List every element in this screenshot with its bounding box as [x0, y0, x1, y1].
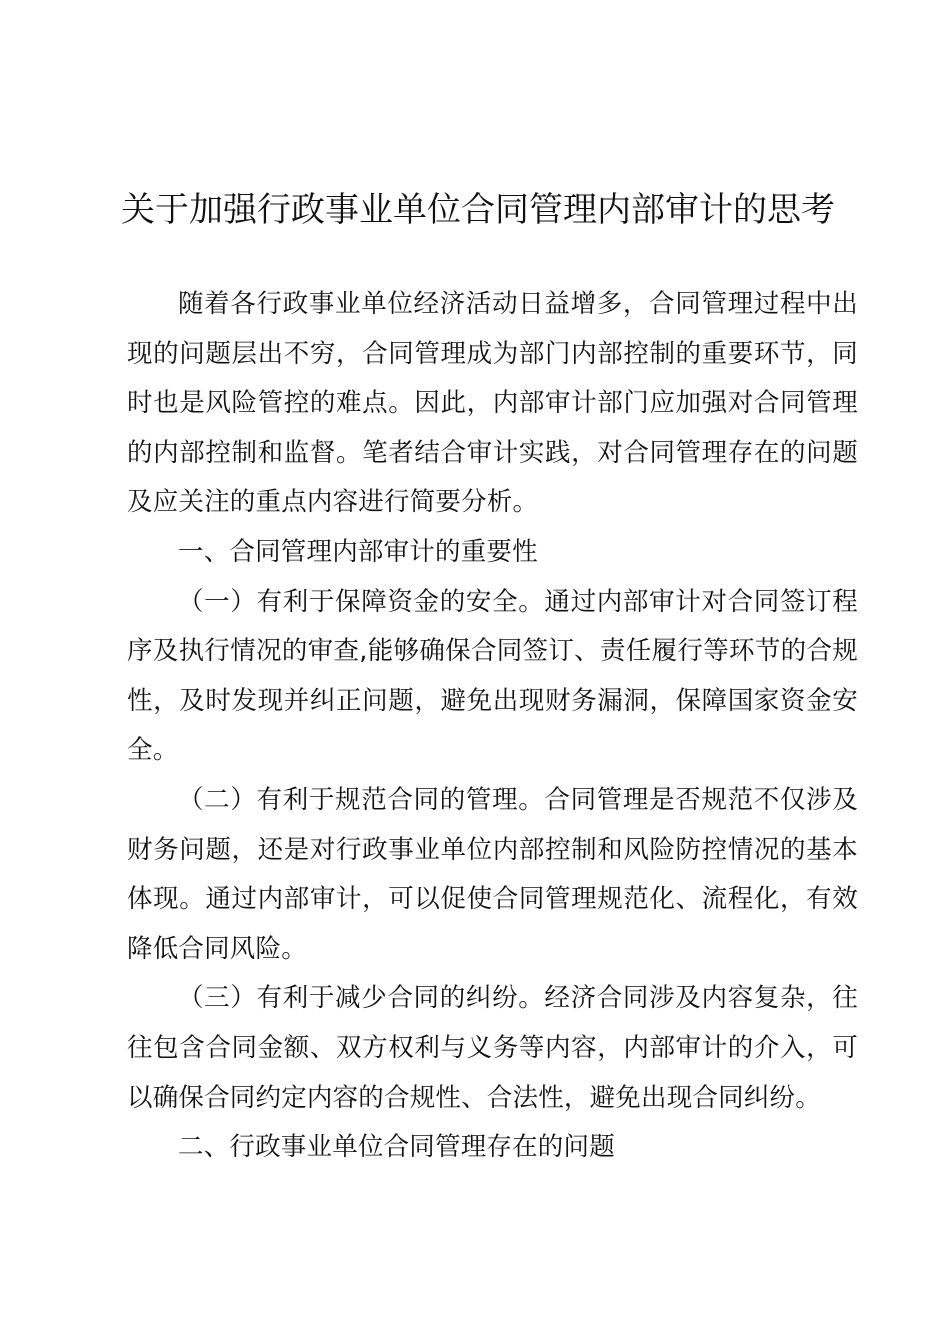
section-1-item-1: （一）有利于保障资金的安全。通过内部审计对合同签订程序及执行情况的审查,能够确保合同签订、责任履行等环节的合规性，及时发现并纠正问题，避免出现财务漏洞，保障国家资金安全。 [127, 586, 858, 766]
intro-paragraph: 随着各行政事业单位经济活动日益增多，合同管理过程中出现的问题层出不穷，合同管理成为部门内部控制的重要环节，同时也是风险管控的难点。因此，内部审计部门应加强对合同管理的内部控制和监督。笔者结合审计实践，对合同管理存在的问题及应关注的重点内容进行简要分析。 [127, 289, 858, 518]
document-title: 关于加强行政事业单位合同管理内部审计的思考 [121, 190, 835, 230]
document-body [127, 280, 858, 1173]
section-1-item-2: （二）有利于规范合同的管理。合同管理是否规范不仅涉及财务问题，还是对行政事业单位内部控制和风险防控情况的基本体现。通过内部审计，可以促使合同管理规范化、流程化，有效降低合同风险。 [127, 784, 858, 964]
section-1-item-3: （三）有利于减少合同的纠纷。经济合同涉及内容复杂，往往包含合同金额、双方权利与义务等内容，内部审计的介入，可以确保合同约定内容的合规性、合法性，避免出现合同纠纷。 [127, 983, 858, 1113]
section-1-heading: 一、合同管理内部审计的重要性 [178, 536, 538, 567]
section-2-heading: 二、行政事业单位合同管理存在的问题 [178, 1132, 615, 1163]
